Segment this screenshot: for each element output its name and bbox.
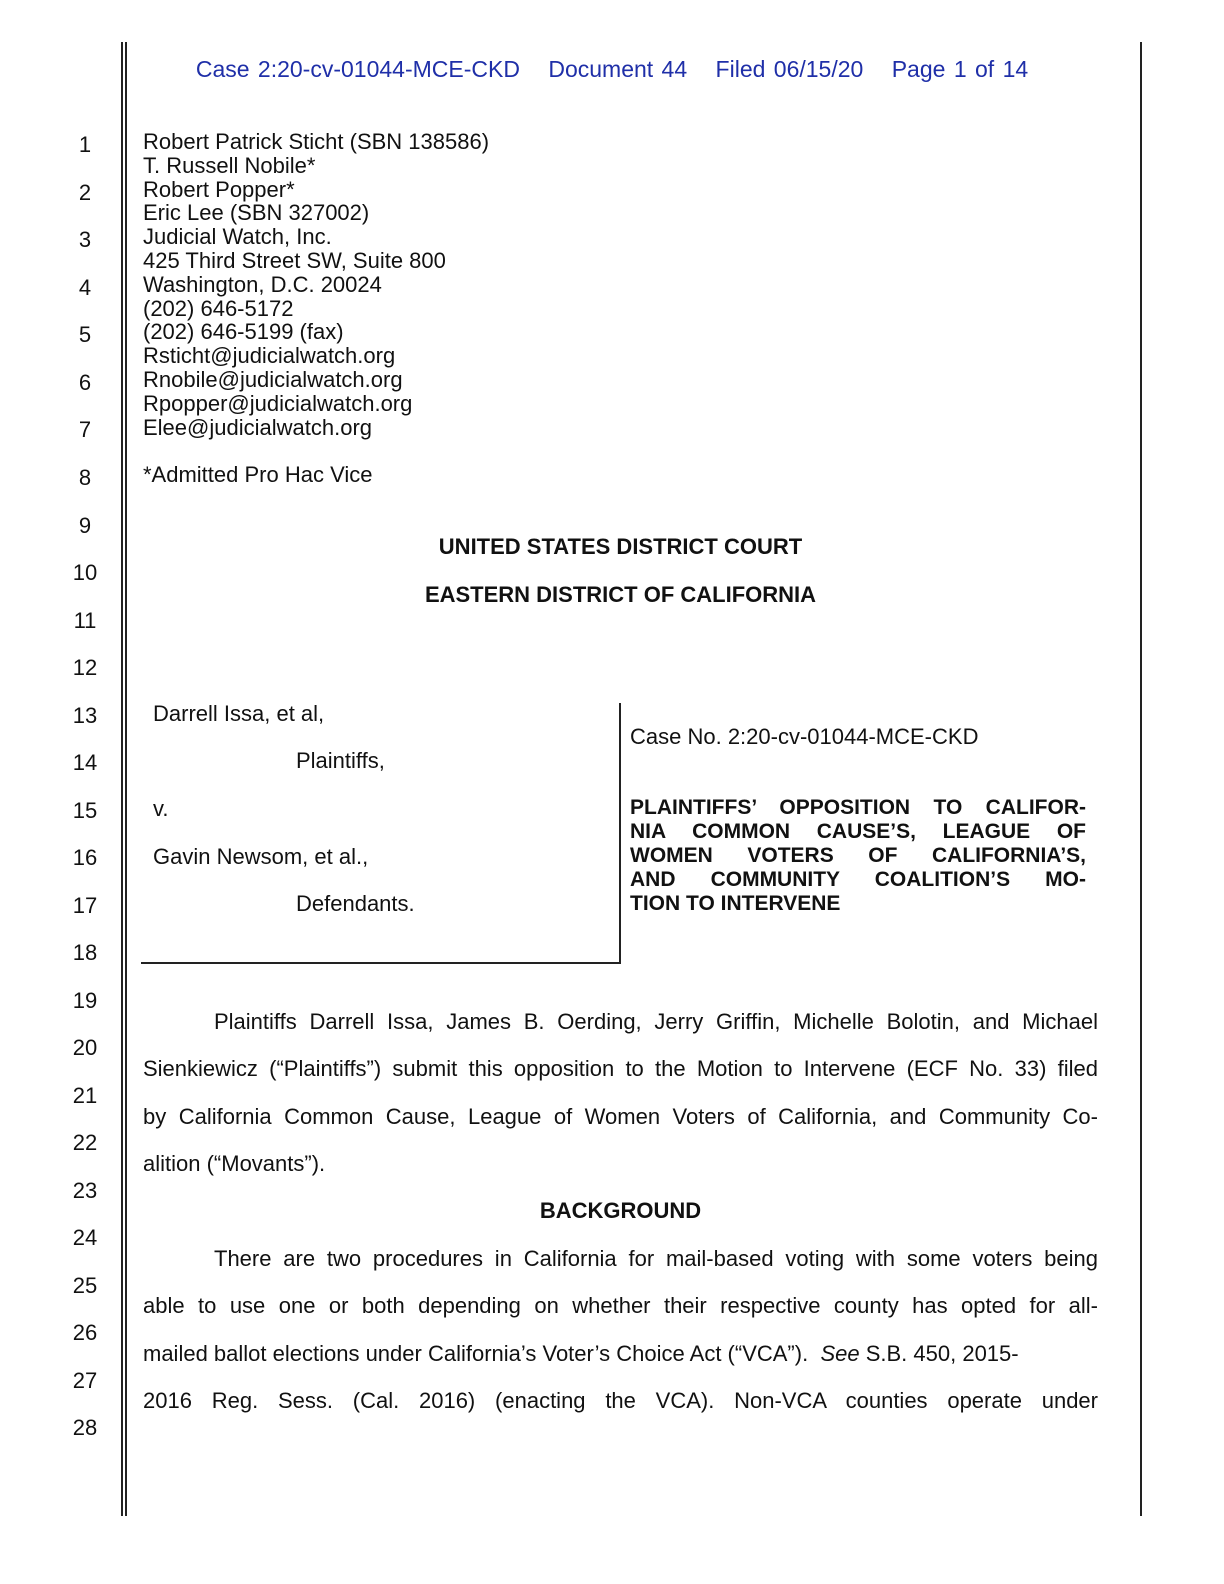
- defendant-name: Gavin Newsom, et al.,: [153, 844, 369, 869]
- line-number: 25: [72, 1273, 98, 1298]
- line-number: 4: [78, 275, 92, 300]
- header-case-number: Case 2:20-cv-01044-MCE-CKD: [195, 56, 520, 82]
- document-title-line: PLAINTIFFS’ OPPOSITION TO CALIFOR-: [630, 796, 1086, 819]
- counsel-line: Rnobile@judicialwatch.org: [143, 366, 403, 392]
- body-line: by California Common Cause, League of Women Voters of California, and Community Co-: [143, 1104, 1098, 1129]
- counsel-line: (202) 646-5199 (fax): [143, 319, 344, 345]
- document-title-line: NIA COMMON CAUSE’S, LEAGUE OF: [630, 820, 1086, 843]
- versus: v.: [153, 796, 169, 821]
- header-document-number: Document 44: [548, 56, 688, 82]
- document-title-line: TION TO INTERVENE: [630, 892, 841, 915]
- body-line: 2016 Reg. Sess. (Cal. 2016) (enacting the VCA). Non-VCA counties operate under: [143, 1388, 1098, 1413]
- document-title-line: WOMEN VOTERS OF CALIFORNIA’S,: [630, 844, 1086, 867]
- line-number: 5: [78, 322, 92, 347]
- body-line-text: mailed ballot elections under California’s Voter’s Choice Act (“VCA”).: [143, 1341, 809, 1366]
- ecf-header: [0, 56, 1224, 83]
- line-number: 27: [72, 1368, 98, 1393]
- line-number: 2: [78, 180, 92, 205]
- line-number: 9: [78, 513, 92, 538]
- court-name: UNITED STATES DISTRICT COURT: [438, 534, 803, 559]
- counsel-line: Rsticht@judicialwatch.org: [143, 343, 396, 369]
- line-number: 17: [72, 893, 98, 918]
- defendant-role: Defendants.: [296, 891, 415, 916]
- line-number: 7: [78, 417, 92, 442]
- counsel-line: 425 Third Street SW, Suite 800: [143, 247, 446, 273]
- counsel-block: [143, 130, 489, 439]
- body-line: There are two procedures in California for mail-based voting with some voters being: [214, 1246, 1098, 1271]
- line-number: 8: [78, 465, 92, 490]
- line-number: 18: [72, 940, 98, 965]
- line-number: 16: [72, 845, 98, 870]
- left-margin-rule-outer: [121, 42, 123, 1516]
- line-number: 28: [72, 1415, 98, 1440]
- header-filed-date: Filed 06/15/20: [715, 56, 864, 82]
- line-number: 11: [73, 608, 97, 633]
- case-number: Case No. 2:20-cv-01044-MCE-CKD: [630, 724, 979, 749]
- citation-signal: See: [820, 1341, 860, 1366]
- body-line: Plaintiffs Darrell Issa, James B. Oerding, Jerry Griffin, Michelle Bolotin, and Michael: [214, 1009, 1098, 1034]
- counsel-line: Elee@judicialwatch.org: [143, 414, 373, 440]
- left-margin-rule-inner: [125, 42, 127, 1516]
- counsel-line: T. Russell Nobile*: [143, 152, 316, 178]
- body-line: Sienkiewicz (“Plaintiffs”) submit this opposition to the Motion to Intervene (ECF No. 33) filed: [143, 1056, 1098, 1081]
- line-number: 19: [72, 988, 98, 1013]
- line-number: 6: [78, 370, 92, 395]
- court-district: EASTERN DISTRICT OF CALIFORNIA: [424, 582, 817, 607]
- body-line: alition (“Movants”).: [143, 1151, 326, 1176]
- counsel-line: Washington, D.C. 20024: [143, 271, 382, 297]
- pro-hac-vice-note: *Admitted Pro Hac Vice: [143, 462, 373, 487]
- counsel-line: Judicial Watch, Inc.: [143, 224, 332, 250]
- counsel-line: Robert Popper*: [143, 176, 295, 202]
- plaintiff-role: Plaintiffs,: [296, 748, 385, 773]
- line-number: 1: [78, 132, 92, 157]
- body-line: [143, 1341, 1019, 1367]
- line-number: 14: [72, 750, 98, 775]
- caption-divider-vertical: [619, 703, 621, 963]
- line-number: 10: [72, 560, 98, 585]
- citation-text: S.B. 450, 2015-: [865, 1341, 1019, 1366]
- counsel-line: (202) 646-5172: [143, 295, 294, 321]
- counsel-line: Robert Patrick Sticht (SBN 138586): [143, 129, 490, 154]
- document-title: [630, 796, 1086, 916]
- document-title-line: AND COMMUNITY COALITION’S MO-: [630, 868, 1086, 891]
- line-number: 23: [72, 1178, 98, 1203]
- line-number: 12: [72, 655, 98, 680]
- line-number: 13: [72, 703, 98, 728]
- line-number: 21: [72, 1083, 98, 1108]
- body-line: able to use one or both depending on whether their respective county has opted for all-: [143, 1293, 1098, 1318]
- line-number: 22: [72, 1130, 98, 1155]
- line-number: 15: [72, 798, 98, 823]
- counsel-line: Rpopper@judicialwatch.org: [143, 390, 413, 416]
- section-heading-background: BACKGROUND: [539, 1198, 702, 1223]
- line-number: 20: [72, 1035, 98, 1060]
- line-number: 3: [78, 227, 92, 252]
- caption-divider-horizontal: [141, 962, 621, 964]
- line-number: 26: [72, 1320, 98, 1345]
- line-number: 24: [72, 1225, 98, 1250]
- plaintiff-name: Darrell Issa, et al,: [153, 701, 325, 726]
- right-margin-rule: [1140, 42, 1142, 1516]
- header-page-count: Page 1 of 14: [891, 56, 1029, 82]
- counsel-line: Eric Lee (SBN 327002): [143, 200, 370, 226]
